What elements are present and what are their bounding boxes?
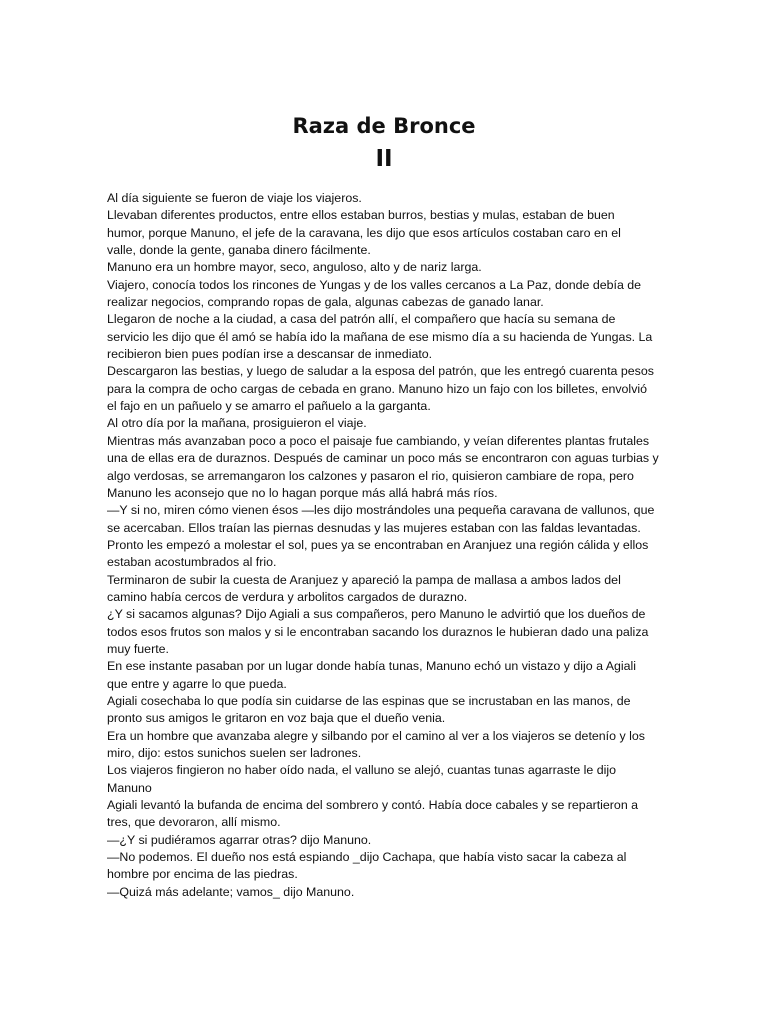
text-line: Viajero, conocía todos los rincones de Yungas y de los valles cercanos a La Paz, donde debía de [107, 277, 642, 292]
text-line: se acercaban. Ellos traían las piernas desnudas y las mujeres estaban con las faldas levantadas. [107, 520, 641, 535]
text-line: Agiali cosechaba lo que podía sin cuidarse de las espinas que se incrustaban en las manos, de [107, 693, 631, 708]
text-line: miro, dijo: estos sunichos suelen ser ladrones. [107, 746, 362, 760]
text-line: Pronto les empezó a molestar el sol, pues ya se encontraban en Aranjuez una región cálida y ellos [107, 537, 649, 552]
text-line: Al día siguiente se fueron de viaje los viajeros. [107, 191, 362, 205]
chapter-number: II [375, 146, 393, 172]
text-line: Terminaron de subir la cuesta de Aranjuez y apareció la pampa de mallasa a ambos lados del [107, 572, 621, 587]
text-line: que entre y agarre lo que pueda. [107, 676, 287, 691]
text-line: tres, que devoraron, allí mismo. [107, 815, 281, 830]
text-line: Manuno les aconsejo que no lo hagan porque más allá habrá más ríos. [107, 485, 498, 500]
text-line: servicio les dijo que él amó se había ido la mañana de ese mismo día a su hacienda de Yungas. La [107, 329, 653, 344]
text-line: —¿Y si pudiéramos agarrar otras? dijo Manuno. [107, 832, 372, 847]
text-line: todos esos frutos son malos y si le encontraban sacando los duraznos le hubieran dado una paliza [107, 624, 649, 639]
text-line: Era un hombre que avanzaba alegre y silbando por el camino al ver a los viajeros se detenío y los [107, 728, 645, 743]
text-line: para la compra de ocho cargas de cebada en grano. Manuno hizo un fajo con los billetes, envolvió [107, 381, 648, 396]
text-line: —Y si no, miren cómo vienen ésos —les dijo mostrándoles una pequeña caravana de vallunos, que [107, 503, 655, 518]
text-line: hombre por encima de las piedras. [107, 867, 298, 882]
text-line: —Quizá más adelante; vamos_ dijo Manuno. [107, 884, 355, 899]
text-line: —No podemos. El dueño nos está espiando _dijo Cachapa, que había visto sacar la cabeza al [107, 850, 627, 865]
text-line: Llevaban diferentes productos, entre ellos estaban burros, bestias y mulas, estaban de buen [107, 208, 615, 223]
text-line: Agiali levantó la bufanda de encima del sombrero y contó. Había doce cabales y se repartieron a [107, 798, 639, 813]
text-line: una de ellas era de duraznos. Después de caminar un poco más se encontraron con aguas turbias y [107, 451, 659, 466]
text-line: Manuno era un hombre mayor, seco, anguloso, alto y de nariz larga. [107, 260, 482, 275]
text-line: algo verdosas, se arremangaron los calzones y pasaron el rio, quisieron cambiare de ropa, pero [107, 468, 634, 483]
document-body [107, 190, 667, 901]
text-line: Mientras más avanzaban poco a poco el paisaje fue cambiando, y veían diferentes plantas frutales [107, 433, 650, 448]
text-line: En ese instante pasaban por un lugar donde había tunas, Manuno echó un vistazo y dijo a Agiali [107, 659, 637, 674]
text-line: valle, donde la gente, ganaba dinero fácilmente. [107, 243, 371, 258]
text-line: Al otro día por la mañana, prosiguieron el viaje. [107, 416, 367, 431]
text-line: pronto sus amigos le gritaron en voz baja que el dueño venia. [107, 711, 446, 726]
text-line: Manuno [107, 780, 152, 795]
text-line: el fajo en un pañuelo y se amarro el pañuelo a la garganta. [107, 399, 431, 414]
document-title: Raza de Bronce [292, 114, 476, 138]
text-line: realizar negocios, comprando ropas de gala, algunas cabezas de ganado lanar. [107, 295, 544, 310]
text-line: ¿Y si sacamos algunas? Dijo Agiali a sus compañeros, pero Manuno le advirtió que los dueños de [107, 607, 646, 622]
text-line: estaban acostumbrados al frio. [107, 555, 277, 570]
text-line: recibieron bien pues podían irse a descansar de inmediato. [107, 347, 433, 362]
text-line: muy fuerte. [107, 641, 169, 656]
text-line: humor, porque Manuno, el jefe de la caravana, les dijo que esos artículos costaban caro en el [107, 225, 621, 240]
text-line: camino había cercos de verdura y arbolitos cargados de durazno. [107, 589, 468, 604]
text-line: Los viajeros fingieron no haber oído nada, el valluno se alejó, cuantas tunas agarraste le dijo [107, 763, 617, 778]
text-line: Descargaron las bestias, y luego de saludar a la esposa del patrón, que les entregó cuarenta pesos [107, 364, 654, 379]
text-line: Llegaron de noche a la ciudad, a casa del patrón allí, el compañero que hacía su semana de [107, 312, 616, 327]
